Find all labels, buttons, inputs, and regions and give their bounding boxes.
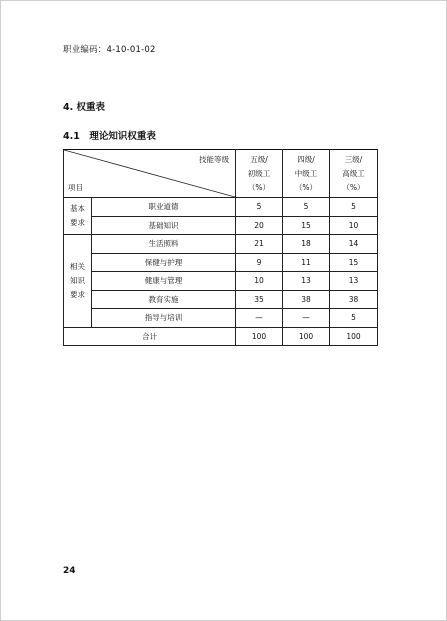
table-corner-cell xyxy=(64,150,236,198)
row-item: 保健与护理 xyxy=(92,253,236,272)
row-value: — xyxy=(283,309,330,328)
table-row xyxy=(64,290,378,309)
group-related-knowledge: 相关 知识 要求 xyxy=(64,235,92,328)
row-value: 13 xyxy=(330,272,378,291)
row-value: 5 xyxy=(283,198,330,217)
row-value: 15 xyxy=(283,216,330,235)
row-item: 职业道德 xyxy=(92,198,236,217)
row-value: 21 xyxy=(236,235,283,254)
row-value: 5 xyxy=(330,198,378,217)
total-value: 100 xyxy=(330,327,378,346)
total-value: 100 xyxy=(283,327,330,346)
row-value: 14 xyxy=(330,235,378,254)
level-header-3: 三级/ 高级工 （%） xyxy=(330,150,378,198)
weight-table xyxy=(63,149,378,346)
total-label: 合计 xyxy=(64,327,236,346)
total-row xyxy=(64,327,378,346)
occupation-code: 职业编码：4-10-01-02 xyxy=(63,45,156,55)
row-value: 13 xyxy=(283,272,330,291)
row-item: 教育实施 xyxy=(92,290,236,309)
row-value: 5 xyxy=(330,309,378,328)
corner-skill-level-label: 技能等级 xyxy=(199,155,229,164)
row-item: 健康与管理 xyxy=(92,272,236,291)
table-row xyxy=(64,309,378,328)
row-item: 基础知识 xyxy=(92,216,236,235)
level-header-5: 五级/ 初级工 （%） xyxy=(236,150,283,198)
row-value: 11 xyxy=(283,253,330,272)
row-value: 5 xyxy=(236,198,283,217)
table-row xyxy=(64,216,378,235)
row-value: 20 xyxy=(236,216,283,235)
total-value: 100 xyxy=(236,327,283,346)
row-value: 15 xyxy=(330,253,378,272)
row-value: 38 xyxy=(330,290,378,309)
row-value: — xyxy=(236,309,283,328)
group-basic-requirements: 基本 要求 xyxy=(64,198,92,235)
table-row xyxy=(64,253,378,272)
row-value: 9 xyxy=(236,253,283,272)
page-number: 24 xyxy=(63,566,76,576)
table-row xyxy=(64,235,378,254)
row-value: 10 xyxy=(330,216,378,235)
row-item: 生活照料 xyxy=(92,235,236,254)
table-row xyxy=(64,198,378,217)
table-header-row xyxy=(64,150,378,198)
row-value: 18 xyxy=(283,235,330,254)
row-value: 10 xyxy=(236,272,283,291)
corner-item-label: 项目 xyxy=(68,183,83,192)
table-row xyxy=(64,272,378,291)
section-subtitle: 4.1 理论知识权重表 xyxy=(63,131,156,142)
level-header-4: 四级/ 中级工 （%） xyxy=(283,150,330,198)
row-item: 指导与培训 xyxy=(92,309,236,328)
section-title: 4. 权重表 xyxy=(63,102,106,113)
row-value: 38 xyxy=(283,290,330,309)
row-value: 35 xyxy=(236,290,283,309)
